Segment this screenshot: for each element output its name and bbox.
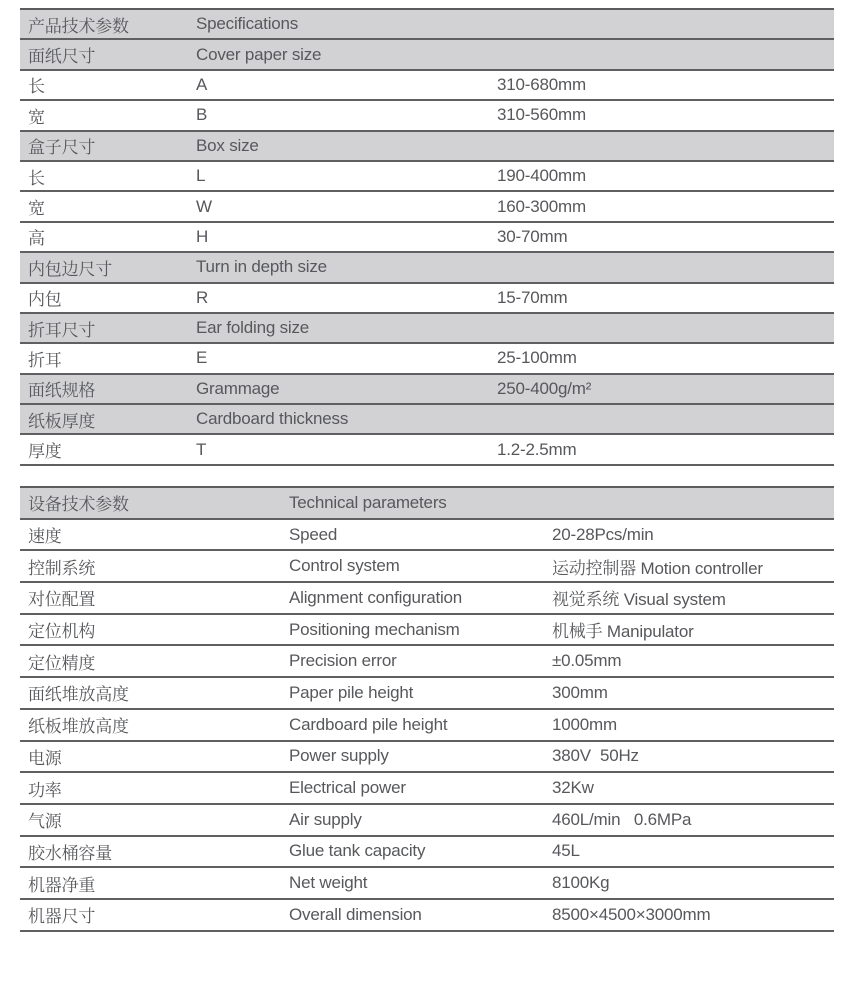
param-value: 32Kw (552, 778, 594, 798)
param-label-zh: 胶水桶容量 (28, 843, 112, 863)
spec-label-zh: 产品技术参数 (28, 16, 129, 36)
table-row (20, 773, 834, 805)
param-label-en: Glue tank capacity (289, 841, 426, 861)
table-row (20, 837, 834, 869)
param-label-en: Net weight (289, 873, 368, 893)
param-label-en: Precision error (289, 651, 397, 671)
param-value: 8100Kg (552, 873, 610, 893)
table-row (20, 71, 834, 101)
param-label-zh: 速度 (28, 527, 62, 547)
spec-value: 250-400g/m² (497, 378, 592, 398)
spec-label-en: Specifications (196, 14, 299, 34)
section-header-row (20, 405, 834, 435)
spec-label-en: Cover paper size (196, 44, 322, 64)
param-label-zh: 对位配置 (28, 590, 96, 610)
param-label-zh: 功率 (28, 780, 62, 800)
param-label-zh: 纸板堆放高度 (28, 717, 129, 737)
table-row (20, 805, 834, 837)
spec-value: 160-300mm (497, 196, 586, 216)
spec-label-zh: 宽 (28, 107, 45, 127)
table-row (20, 192, 834, 222)
spec-label-zh: 长 (28, 77, 45, 97)
param-label-zh: 定位精度 (28, 653, 96, 673)
spec-value: 310-560mm (497, 105, 586, 125)
param-label-en: Speed (289, 524, 338, 544)
table-row (20, 900, 834, 932)
param-value: 运动控制器 Motion controller (552, 558, 763, 578)
section-header-row (20, 132, 834, 162)
spec-value: 15-70mm (497, 287, 568, 307)
table-row (20, 646, 834, 678)
table-row (20, 101, 834, 131)
spec-label-zh: 厚度 (28, 442, 62, 462)
param-label-zh: 面纸堆放高度 (28, 685, 129, 705)
spec-label-zh: 宽 (28, 199, 45, 219)
product-spec-table (20, 8, 834, 466)
spec-label-zh: 盒子尺寸 (28, 138, 96, 158)
param-label-zh: 电源 (28, 748, 62, 768)
param-value: ±0.05mm (552, 651, 622, 671)
section-header-row (20, 253, 834, 283)
param-label-en: Positioning mechanism (289, 619, 460, 639)
param-label-en: Air supply (289, 809, 362, 829)
spec-label-en: Ear folding size (196, 318, 310, 338)
spec-label-en: W (196, 196, 212, 216)
table-row (20, 284, 834, 314)
param-label-en: Overall dimension (289, 904, 422, 924)
param-label-en: Alignment configuration (289, 587, 463, 607)
table-row (20, 742, 834, 774)
table-row (20, 344, 834, 374)
param-label-zh: 机器尺寸 (28, 907, 96, 927)
param-value: 视觉系统 Visual system (552, 590, 726, 610)
param-label-en: Control system (289, 556, 400, 576)
param-label-zh: 控制系统 (28, 558, 96, 578)
param-value: 20-28Pcs/min (552, 524, 654, 544)
table-row (20, 678, 834, 710)
spec-label-zh: 高 (28, 229, 45, 249)
table-row (20, 223, 834, 253)
param-value: 45L (552, 841, 580, 861)
spec-label-en: Box size (196, 135, 259, 155)
table-row (20, 710, 834, 742)
param-value: 300mm (552, 682, 608, 702)
param-value: 1000mm (552, 714, 617, 734)
table-row (20, 583, 834, 615)
param-label-zh: 定位机构 (28, 622, 96, 642)
param-label-zh: 气源 (28, 812, 62, 832)
spec-label-en: Turn in depth size (196, 257, 327, 277)
spec-label-zh: 内包边尺寸 (28, 259, 112, 279)
param-label-en: Paper pile height (289, 682, 414, 702)
section-header-row (20, 40, 834, 70)
spec-value: 190-400mm (497, 166, 586, 186)
spec-label-zh: 纸板厚度 (28, 411, 96, 431)
spec-value: 30-70mm (497, 226, 568, 246)
param-label-en: Electrical power (289, 778, 406, 798)
table-header-row (20, 488, 834, 520)
spec-label-zh: 面纸规格 (28, 381, 96, 401)
table-row (20, 868, 834, 900)
spec-label-en: A (196, 74, 208, 94)
table-row (20, 615, 834, 647)
param-label-zh: 设备技术参数 (28, 495, 129, 515)
table-row (20, 435, 834, 465)
param-value: 机械手 Manipulator (552, 622, 694, 642)
table-row (20, 551, 834, 583)
spec-value: 1.2-2.5mm (497, 439, 577, 459)
param-label-en: Technical parameters (289, 492, 447, 512)
param-value: 8500×4500×3000mm (552, 904, 711, 924)
table-row (20, 520, 834, 552)
section-header-row (20, 375, 834, 405)
spec-label-en: B (196, 105, 208, 125)
table-row (20, 162, 834, 192)
spec-value: 310-680mm (497, 74, 586, 94)
spec-label-zh: 折耳尺寸 (28, 320, 96, 340)
spec-label-zh: 长 (28, 168, 45, 188)
spec-label-en: Grammage (196, 378, 280, 398)
spec-label-en: L (196, 166, 206, 186)
spec-label-en: T (196, 439, 207, 459)
spec-label-zh: 折耳 (28, 350, 62, 370)
param-value: 460L/min 0.6MPa (552, 809, 692, 829)
param-value: 380V 50Hz (552, 746, 639, 766)
param-label-zh: 机器净重 (28, 875, 96, 895)
spec-value: 25-100mm (497, 348, 577, 368)
section-header-row (20, 314, 834, 344)
param-label-en: Cardboard pile height (289, 714, 448, 734)
spec-label-en: R (196, 287, 209, 307)
table-header-row (20, 10, 834, 40)
spec-label-en: E (196, 348, 208, 368)
spec-label-zh: 内包 (28, 290, 62, 310)
param-label-en: Power supply (289, 746, 389, 766)
spec-label-zh: 面纸尺寸 (28, 47, 96, 67)
spec-label-en: Cardboard thickness (196, 409, 349, 429)
technical-parameters-table (20, 486, 834, 932)
spec-label-en: H (196, 226, 209, 246)
